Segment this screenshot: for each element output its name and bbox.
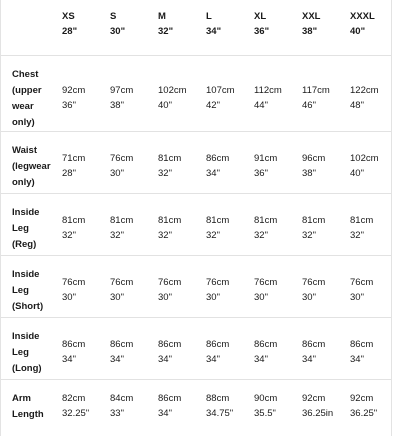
size-cell [55,131,103,193]
size-cell [151,255,199,317]
cell-cm: 88cm [206,392,230,404]
size-cell [343,193,391,255]
cell-inches: 34" [62,353,76,365]
cell-cm: 76cm [302,276,326,288]
size-label: S [110,11,117,22]
cell-cm: 92cm [350,392,374,404]
size-inches: 40" [350,26,366,37]
cell-cm: 86cm [254,338,278,350]
row-chest [1,55,391,131]
size-cell [343,255,391,317]
row-label: Inside Leg (Short) [12,268,44,312]
cell-inches: 34" [350,353,364,365]
size-cell [55,379,103,431]
cell-inches: 34" [110,353,124,365]
size-table [1,0,391,431]
size-header-xs [55,0,103,55]
cell-inches: 36" [62,99,76,111]
cell-cm: 97cm [110,84,134,96]
size-label: M [158,11,166,22]
size-cell [295,379,343,431]
size-cell [199,55,247,131]
cell-cm: 82cm [62,392,86,404]
size-cell [295,255,343,317]
cell-cm: 117cm [302,84,330,96]
cell-cm: 90cm [254,392,278,404]
size-cell [247,131,295,193]
size-cell [151,131,199,193]
size-label: XS [62,11,75,22]
cell-cm: 81cm [158,214,182,226]
size-cell [199,255,247,317]
size-cell [199,317,247,379]
cell-inches: 48" [350,99,364,111]
row-inside-leg-long [1,317,391,379]
size-inches: 32" [158,26,174,37]
cell-inches: 34.75" [206,407,234,419]
cell-inches: 44" [254,99,268,111]
cell-cm: 76cm [62,276,86,288]
cell-inches: 32" [254,229,268,241]
size-cell [103,379,151,431]
cell-cm: 76cm [110,152,134,164]
header-corner [1,0,55,55]
cell-inches: 40" [158,99,172,111]
size-header-xxxl [343,0,391,55]
size-inches: 30" [110,26,126,37]
size-cell [103,131,151,193]
cell-cm: 76cm [206,276,230,288]
cell-cm: 86cm [110,338,134,350]
size-label: L [206,11,212,22]
size-header [1,0,391,55]
size-header-m [151,0,199,55]
size-cell [295,317,343,379]
row-arm-length [1,379,391,431]
cell-inches: 46" [302,99,316,111]
cell-inches: 42" [206,99,220,111]
size-header-xxl [295,0,343,55]
cell-inches: 30" [254,291,268,303]
cell-cm: 76cm [350,276,374,288]
size-inches: 34" [206,26,222,37]
cell-inches: 34" [206,353,220,365]
cell-cm: 102cm [350,152,379,164]
cell-inches: 34" [302,353,316,365]
cell-inches: 40" [350,167,364,179]
cell-inches: 34" [206,167,220,179]
size-cell [199,379,247,431]
size-cell [247,55,295,131]
cell-cm: 81cm [350,214,374,226]
size-cell [199,193,247,255]
row-label: Inside Leg (Long) [12,330,42,374]
cell-inches: 38" [302,167,316,179]
size-label: XXXL [350,11,375,22]
size-cell [103,193,151,255]
size-cell [151,379,199,431]
cell-inches: 33" [110,407,124,419]
cell-inches: 32.25" [62,407,90,419]
row-label: Waist (legwear only) [12,144,51,188]
cell-inches: 32" [62,229,76,241]
size-inches: 38" [302,26,318,37]
size-cell [151,55,199,131]
size-inches: 36" [254,26,270,37]
row-label: Arm Length [12,392,44,420]
size-cell [343,131,391,193]
size-cell [247,379,295,431]
cell-cm: 91cm [254,152,278,164]
cell-inches: 32" [110,229,124,241]
cell-inches: 34" [158,353,172,365]
cell-inches: 36" [254,167,268,179]
size-header-l [199,0,247,55]
size-cell [55,55,103,131]
cell-cm: 81cm [206,214,230,226]
size-cell [151,317,199,379]
cell-cm: 102cm [158,84,187,96]
size-cell [295,55,343,131]
cell-inches: 35.5" [254,407,276,419]
size-cell [343,317,391,379]
size-cell [295,193,343,255]
row-inside-leg-reg [1,193,391,255]
cell-cm: 81cm [302,214,326,226]
cell-cm: 86cm [206,338,230,350]
cell-cm: 81cm [110,214,134,226]
size-cell [103,255,151,317]
cell-cm: 71cm [62,152,86,164]
row-waist [1,131,391,193]
size-header-xl [247,0,295,55]
size-label: XXL [302,11,321,22]
cell-inches: 30" [110,291,124,303]
cell-inches: 32" [158,167,172,179]
row-inside-leg-short [1,255,391,317]
cell-inches: 34" [158,407,172,419]
cell-inches: 32" [302,229,316,241]
size-cell [55,317,103,379]
size-cell [103,317,151,379]
cell-inches: 32" [350,229,364,241]
cell-inches: 30" [206,291,220,303]
size-cell [343,55,391,131]
size-cell [247,193,295,255]
cell-inches: 30" [302,291,316,303]
cell-cm: 76cm [254,276,278,288]
size-cell [247,255,295,317]
size-cell [247,317,295,379]
cell-cm: 86cm [350,338,374,350]
cell-cm: 81cm [158,152,182,164]
cell-cm: 86cm [158,338,182,350]
size-header-s [103,0,151,55]
row-label: Inside Leg (Reg) [12,206,40,250]
cell-cm: 112cm [254,84,282,96]
cell-inches: 28" [62,167,76,179]
cell-cm: 86cm [302,338,326,350]
size-cell [55,255,103,317]
cell-inches: 30" [110,167,124,179]
cell-cm: 86cm [62,338,86,350]
cell-inches: 32" [206,229,220,241]
cell-inches: 30" [62,291,76,303]
size-cell [151,193,199,255]
cell-inches: 30" [158,291,172,303]
cell-cm: 107cm [206,84,235,96]
cell-cm: 76cm [110,276,134,288]
size-cell [103,55,151,131]
cell-cm: 81cm [254,214,278,226]
cell-cm: 92cm [62,84,86,96]
cell-cm: 92cm [302,392,326,404]
cell-cm: 122cm [350,84,379,96]
header-row [1,0,391,55]
cell-cm: 96cm [302,152,326,164]
size-cell [55,193,103,255]
size-inches: 28" [62,26,78,37]
size-cell [199,131,247,193]
size-cell [343,379,391,431]
cell-cm: 86cm [158,392,182,404]
size-body [1,55,391,431]
cell-cm: 84cm [110,392,134,404]
size-label: XL [254,11,267,22]
cell-cm: 76cm [158,276,182,288]
cell-inches: 38" [110,99,124,111]
row-label: Chest (upper wear only) [12,68,42,128]
cell-cm: 81cm [62,214,86,226]
cell-inches: 36.25" [350,407,378,419]
cell-inches: 34" [254,353,268,365]
cell-cm: 86cm [206,152,230,164]
cell-inches: 36.25in [302,407,334,419]
size-cell [295,131,343,193]
cell-inches: 30" [350,291,364,303]
cell-inches: 32" [158,229,172,241]
